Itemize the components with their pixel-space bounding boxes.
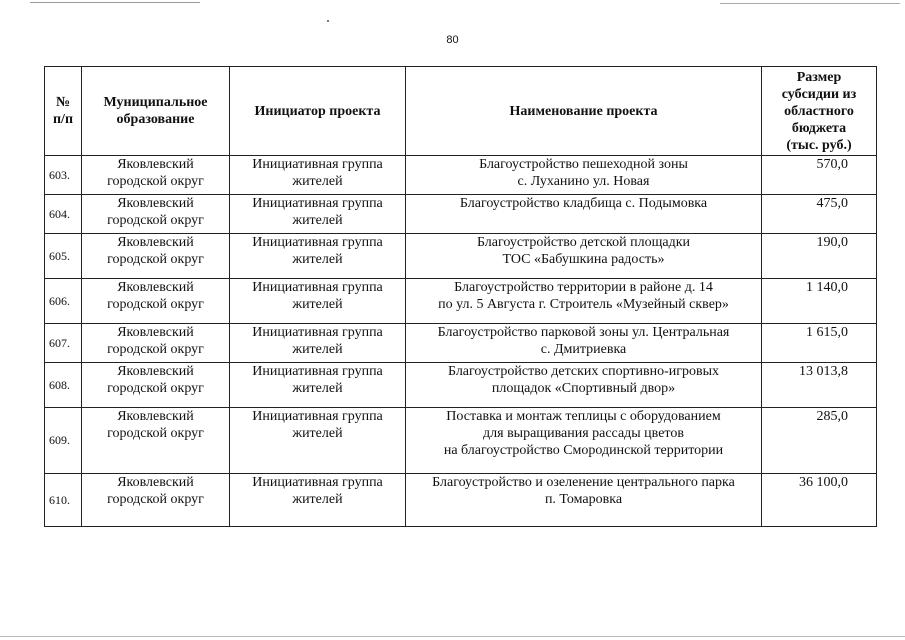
municipality-cell: Яковлевский городской округ	[82, 324, 230, 363]
municipality-cell: Яковлевский городской округ	[82, 156, 230, 195]
municipality-cell: Яковлевский городской округ	[82, 363, 230, 408]
initiator-cell: Инициативная группа жителей	[230, 408, 406, 474]
row-number: 604.	[45, 195, 82, 234]
header-municipality: Муниципальное образование	[82, 67, 230, 156]
initiator-cell: Инициативная группа жителей	[230, 363, 406, 408]
row-number: 606.	[45, 279, 82, 324]
table-row	[45, 324, 877, 363]
table-row	[45, 408, 877, 474]
initiator-cell: Инициативная группа жителей	[230, 279, 406, 324]
header-initiator: Инициатор проекта	[230, 67, 406, 156]
project-name-cell: Благоустройство парковой зоны ул. Центральная с. Дмитриевка	[406, 324, 762, 363]
project-name-cell: Благоустройство детских спортивно-игровых площадок «Спортивный двор»	[406, 363, 762, 408]
table-header-row	[45, 67, 877, 156]
initiator-cell: Инициативная группа жителей	[230, 234, 406, 279]
initiator-cell: Инициативная группа жителей	[230, 195, 406, 234]
project-name-cell: Благоустройство и озеленение центрального парка п. Томаровка	[406, 474, 762, 527]
table-row	[45, 195, 877, 234]
initiator-cell: Инициативная группа жителей	[230, 474, 406, 527]
header-project-name: Наименование проекта	[406, 67, 762, 156]
row-number: 610.	[45, 474, 82, 527]
subsidy-amount-cell: 36 100,0	[762, 474, 877, 527]
subsidy-amount-cell: 1 615,0	[762, 324, 877, 363]
header-subsidy-amount: Размер субсидии из областного бюджета (тыс. руб.)	[762, 67, 877, 156]
scan-speck	[327, 20, 329, 22]
table-row	[45, 156, 877, 195]
subsidy-amount-cell: 13 013,8	[762, 363, 877, 408]
table-row	[45, 279, 877, 324]
initiator-cell: Инициативная группа жителей	[230, 156, 406, 195]
subsidy-amount-cell: 1 140,0	[762, 279, 877, 324]
subsidy-amount-cell: 285,0	[762, 408, 877, 474]
project-name-cell: Благоустройство детской площадки ТОС «Бабушкина радость»	[406, 234, 762, 279]
municipality-cell: Яковлевский городской округ	[82, 408, 230, 474]
scan-border-line	[30, 2, 200, 3]
row-number: 607.	[45, 324, 82, 363]
table-row	[45, 363, 877, 408]
row-number: 603.	[45, 156, 82, 195]
municipality-cell: Яковлевский городской округ	[82, 234, 230, 279]
scan-border-line	[720, 3, 900, 4]
project-name-cell: Благоустройство территории в районе д. 14 по ул. 5 Августа г. Строитель «Музейный сквер»	[406, 279, 762, 324]
subsidy-table	[44, 66, 877, 527]
project-name-cell: Благоустройство пешеходной зоны с. Луханино ул. Новая	[406, 156, 762, 195]
table-row	[45, 474, 877, 527]
subsidy-amount-cell: 570,0	[762, 156, 877, 195]
project-name-cell: Поставка и монтаж теплицы с оборудованием для выращивания рассады цветов на благоустройство Смородинской территории	[406, 408, 762, 474]
initiator-cell: Инициативная группа жителей	[230, 324, 406, 363]
municipality-cell: Яковлевский городской округ	[82, 474, 230, 527]
row-number: 605.	[45, 234, 82, 279]
page-number: 80	[446, 34, 459, 46]
header-number: № п/п	[45, 67, 82, 156]
row-number: 609.	[45, 408, 82, 474]
subsidy-amount-cell: 475,0	[762, 195, 877, 234]
municipality-cell: Яковлевский городской округ	[82, 279, 230, 324]
municipality-cell: Яковлевский городской округ	[82, 195, 230, 234]
table-row	[45, 234, 877, 279]
project-name-cell: Благоустройство кладбища с. Подымовка	[406, 195, 762, 234]
subsidy-amount-cell: 190,0	[762, 234, 877, 279]
row-number: 608.	[45, 363, 82, 408]
scan-border-line	[0, 636, 905, 637]
